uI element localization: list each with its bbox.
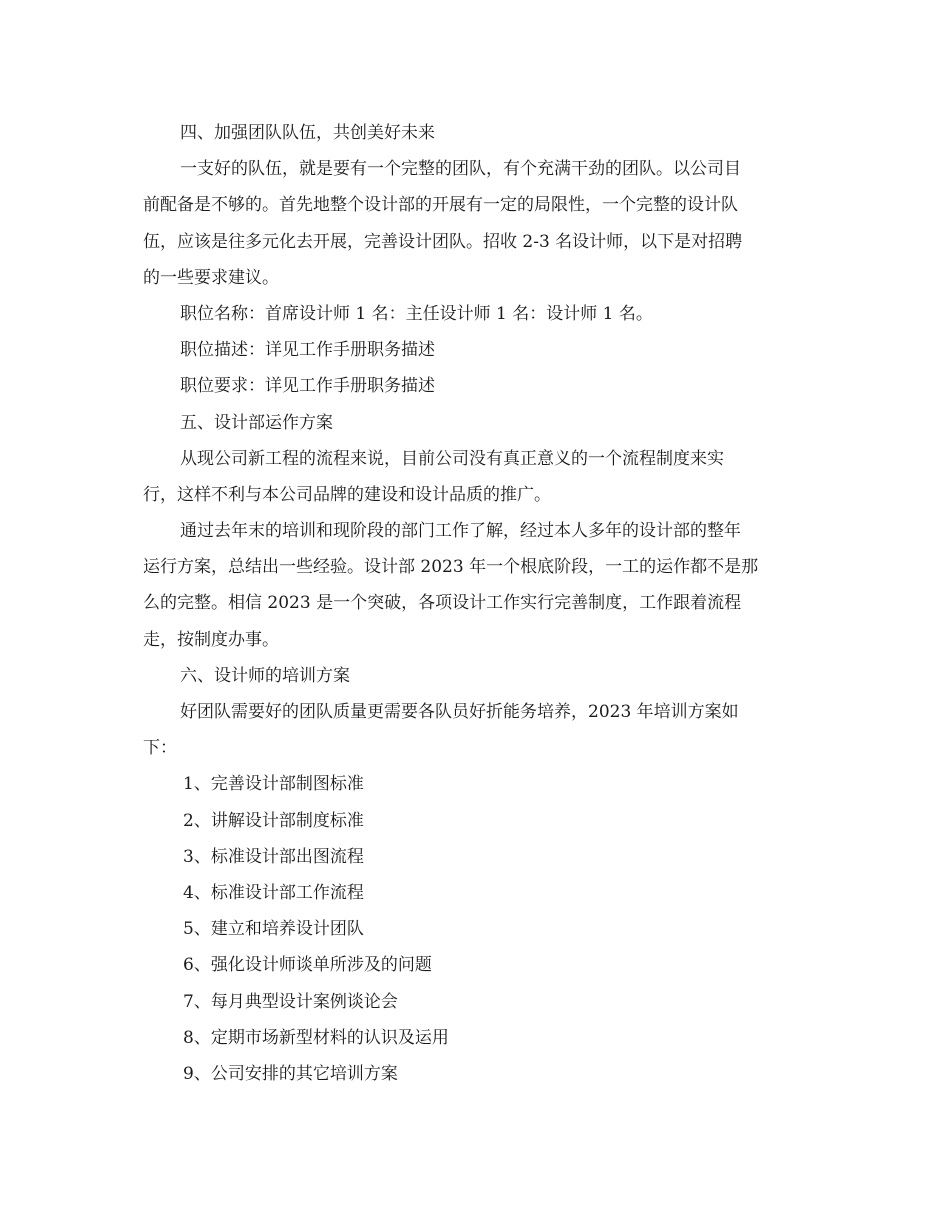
training-list-item: 5、建立和培养设计团队: [183, 919, 364, 940]
paragraph-line: 的一些要求建议。: [143, 267, 279, 288]
position-name-line: 职位名称：首席设计师 1 名：主任设计师 1 名：设计师 1 名。: [180, 303, 653, 324]
paragraph-line: 么的完整。相信 2023 是一个突破，各项设计工作实行完善制度，工作跟着流程: [143, 593, 742, 614]
paragraph-line: 从现公司新工程的流程来说，目前公司没有真正意义的一个流程制度来实: [180, 448, 724, 469]
paragraph-line: 下：: [143, 738, 177, 759]
paragraph-line: 伍，应该是往多元化去开展，完善设计团队。招收 2-3 名设计师，以下是对招聘: [143, 231, 743, 252]
training-list-item: 1、完善设计部制图标准: [183, 774, 364, 795]
training-list-item: 7、每月典型设计案例谈论会: [183, 991, 398, 1012]
position-description-line: 职位描述：详见工作手册职务描述: [180, 340, 435, 361]
paragraph-line: 行，这样不利与本公司品牌的建设和设计品质的推广。: [143, 484, 551, 505]
training-list-item: 2、讲解设计部制度标准: [183, 810, 364, 831]
document-body: [143, 115, 808, 1092]
training-list-item: 8、定期市场新型材料的认识及运用: [183, 1027, 449, 1048]
paragraph-line: 通过去年末的培训和现阶段的部门工作了解，经过本人多年的设计部的整年: [180, 521, 741, 542]
paragraph-line: 好团队需要好的团队质量更需要各队员好折能务培养，2023 年培训方案如: [180, 702, 739, 722]
training-list-item: 9、公司安排的其它培训方案: [183, 1063, 398, 1084]
training-list-item: 4、标准设计部工作流程: [183, 882, 364, 903]
section-heading-6: 六、设计师的培训方案: [180, 665, 350, 686]
training-list-item: 3、标准设计部出图流程: [183, 846, 364, 867]
paragraph-line: 走，按制度办事。: [143, 629, 279, 650]
paragraph-line: 运行方案，总结出一些经验。设计部 2023 年一个根底阶段，一工的运作都不是那: [143, 557, 759, 578]
paragraph-line: 前配备是不够的。首先地整个设计部的开展有一定的局限性，一个完整的设计队: [143, 195, 738, 216]
section-heading-4: 四、加强团队队伍，共创美好未来: [180, 123, 435, 143]
paragraph-line: 一支好的队伍，就是要有一个完整的团队，有个充满干劲的团队。以公司目: [180, 159, 741, 180]
section-heading-5: 五、设计部运作方案: [180, 412, 333, 433]
training-list-item: 6、强化设计师谈单所涉及的问题: [183, 955, 432, 976]
position-requirement-line: 职位要求：详见工作手册职务描述: [180, 376, 435, 397]
